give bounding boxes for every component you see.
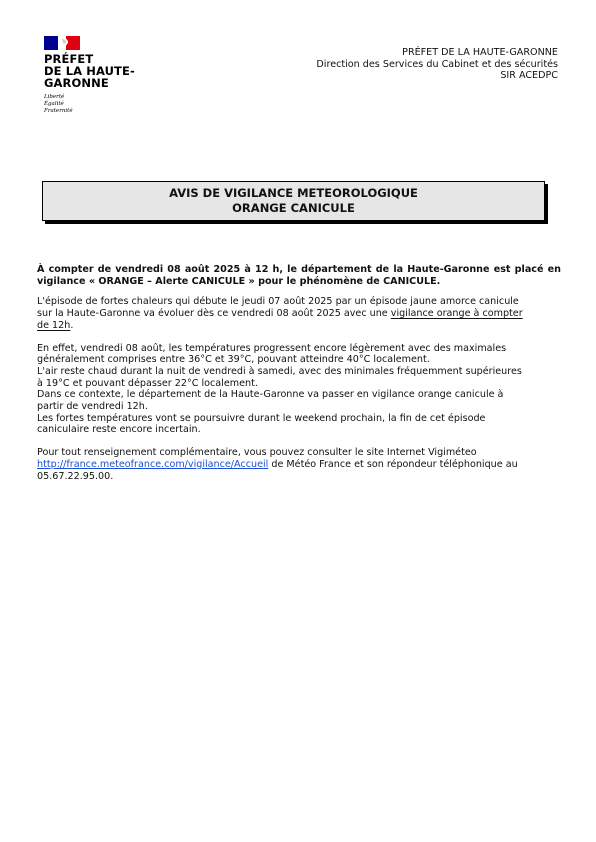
document-body bbox=[37, 264, 561, 493]
alert-title-box bbox=[42, 181, 545, 221]
sender-block bbox=[316, 47, 558, 82]
logo-name-line: PRÉFET bbox=[44, 52, 94, 66]
details-line: caniculaire reste encore incertain. bbox=[37, 424, 201, 436]
marianne-flag-icon bbox=[44, 36, 80, 50]
sender-line: PRÉFET DE LA HAUTE-GARONNE bbox=[402, 47, 558, 58]
details-line: partir de vendredi 12h. bbox=[37, 401, 148, 413]
contact-line bbox=[37, 459, 561, 471]
vigilance-link[interactable]: http://france.meteofrance.com/vigilance/Accueil bbox=[37, 458, 269, 470]
contact-paragraph bbox=[37, 447, 561, 482]
sender-line: SIR ACEDPC bbox=[500, 70, 558, 81]
intro-text: sur la Haute-Garonne va évoluer dès ce vendredi 08 août 2025 avec une bbox=[37, 308, 391, 320]
intro-line bbox=[37, 308, 561, 320]
details-line: généralement comprises entre 36°C et 39°C, pouvant atteindre 40°C localement. bbox=[37, 354, 430, 366]
logo-name-line: DE LA HAUTE- bbox=[44, 64, 135, 78]
alert-title-line: AVIS DE VIGILANCE METEOROLOGIQUE bbox=[169, 186, 418, 200]
logo-prefect-name bbox=[44, 53, 154, 89]
details-line: Dans ce contexte, le département de la Haute-Garonne va passer en vigilance orange canicule à bbox=[37, 389, 504, 401]
motto-line: Fraternité bbox=[44, 108, 73, 114]
motto-line: Égalité bbox=[44, 101, 64, 107]
details-line: En effet, vendredi 08 août, les températures progressent encore légèrement avec des maximales bbox=[37, 342, 507, 354]
intro-text: . bbox=[70, 319, 74, 331]
details-line: Les fortes températures vont se poursuivre durant le weekend prochain, la fin de cet épisode bbox=[37, 412, 486, 424]
logo-name-line: GARONNE bbox=[44, 76, 109, 90]
intro-line bbox=[37, 296, 561, 308]
intro-text: L'épisode de fortes chaleurs qui débute le jeudi 07 août 2025 par un épisode jaune amorce canicule bbox=[37, 296, 519, 308]
vigilance-underlined: vigilance orange à compter bbox=[390, 308, 523, 320]
prefecture-logo bbox=[44, 36, 154, 115]
details-line: L'air reste chaud durant la nuit de vendredi à samedi, avec des minimales fréquemment supérieures bbox=[37, 365, 522, 377]
phone-number: 05.67.22.95.00. bbox=[37, 470, 114, 482]
alert-title-line: ORANGE CANICULE bbox=[232, 201, 355, 215]
contact-line: Pour tout renseignement complémentaire, vous pouvez consulter le site Internet Vigiméteo bbox=[37, 447, 477, 459]
details-paragraph bbox=[37, 343, 561, 437]
details-line: à 19°C et pouvant dépasser 22°C localement. bbox=[37, 377, 258, 389]
motto-line: Liberté bbox=[44, 94, 65, 100]
contact-text: de Météo France et son répondeur téléphonique au bbox=[268, 458, 518, 470]
sender-line: Direction des Services du Cabinet et des sécurités bbox=[316, 58, 558, 70]
republic-motto bbox=[44, 94, 154, 115]
intro-line bbox=[37, 320, 561, 332]
intro-paragraph bbox=[37, 296, 561, 331]
time-underlined: de 12h bbox=[37, 319, 71, 331]
lead-paragraph: À compter de vendredi 08 août 2025 à 12 h, le département de la Haute-Garonne est placé en vigilance « ORANGE – Alerte CANICULE » pour le phénomène de CANICULE. bbox=[37, 264, 561, 287]
